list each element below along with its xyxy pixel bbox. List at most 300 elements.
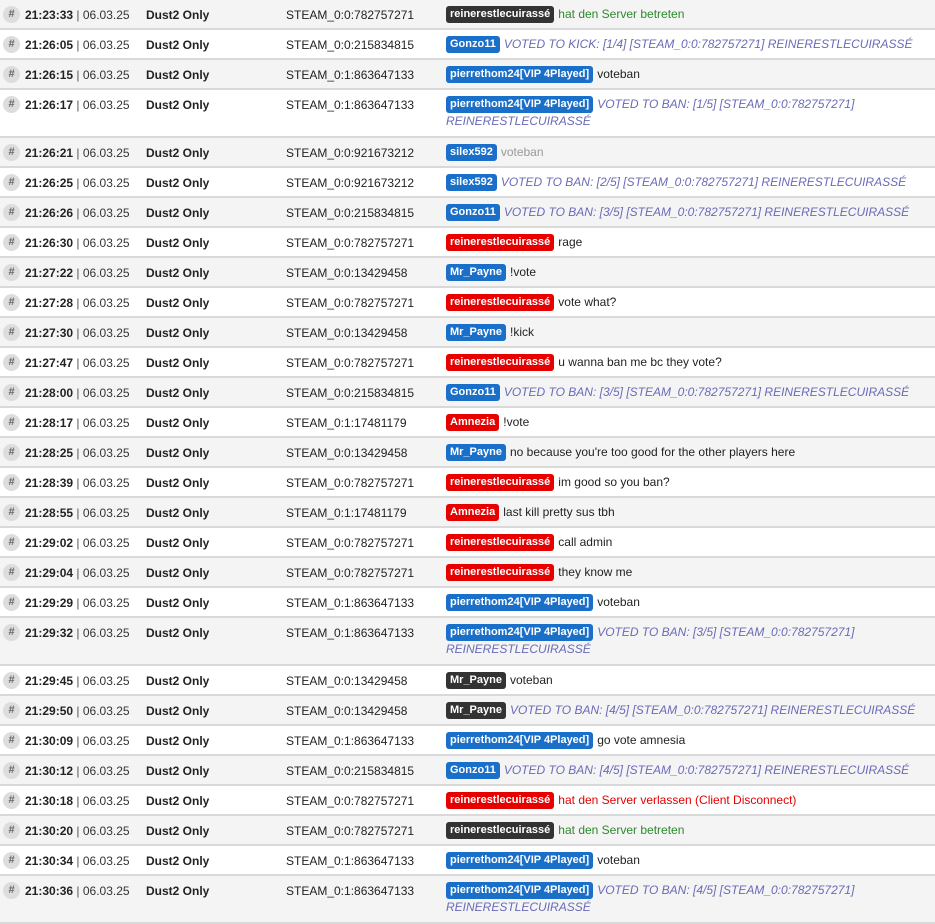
time: 21:30:18 xyxy=(25,794,74,808)
separator: | xyxy=(76,854,80,868)
chat-message xyxy=(446,294,926,311)
log-row xyxy=(0,198,935,228)
message-text: VOTED TO BAN: [4/5] [STEAM_0:0:782757271] REINERESTLECUIRASSÉ xyxy=(503,763,910,777)
separator: | xyxy=(76,68,80,82)
steam-id[interactable]: STEAM_0:1:17481179 xyxy=(286,416,407,430)
time: 21:26:21 xyxy=(25,146,74,160)
hash-icon[interactable]: # xyxy=(3,624,20,641)
player-badge[interactable]: reinerestlecuirassé xyxy=(446,354,554,371)
steam-id[interactable]: STEAM_0:0:13429458 xyxy=(286,674,408,688)
hash-icon[interactable]: # xyxy=(3,762,20,779)
steam-id[interactable]: STEAM_0:0:782757271 xyxy=(286,794,415,808)
hash-icon[interactable]: # xyxy=(3,792,20,809)
timestamp xyxy=(25,206,130,220)
timestamp xyxy=(25,734,130,748)
log-row xyxy=(0,90,935,138)
server-name: Dust2 Only xyxy=(146,386,210,400)
server-name: Dust2 Only xyxy=(146,794,210,808)
timestamp xyxy=(25,476,130,490)
hash-icon[interactable]: # xyxy=(3,564,20,581)
steam-id[interactable]: STEAM_0:0:782757271 xyxy=(286,566,415,580)
server-name: Dust2 Only xyxy=(146,68,210,82)
time: 21:28:17 xyxy=(25,416,74,430)
chat-message xyxy=(446,204,926,221)
separator: | xyxy=(76,734,80,748)
server-name: Dust2 Only xyxy=(146,296,210,310)
separator: | xyxy=(76,146,80,160)
player-badge[interactable]: Amnezia xyxy=(446,414,499,431)
message-text: !kick xyxy=(509,325,534,339)
log-row xyxy=(0,756,935,786)
player-badge[interactable]: pierrethom24[VIP 4Played] xyxy=(446,594,593,611)
date: 06.03.25 xyxy=(82,98,130,112)
hash-icon[interactable]: # xyxy=(3,144,20,161)
separator: | xyxy=(76,536,80,550)
log-row xyxy=(0,438,935,468)
time: 21:26:05 xyxy=(25,38,74,52)
timestamp xyxy=(25,68,130,82)
hash-icon[interactable]: # xyxy=(3,702,20,719)
server-name: Dust2 Only xyxy=(146,854,210,868)
log-row xyxy=(0,348,935,378)
chat-message xyxy=(446,672,926,689)
timestamp xyxy=(25,266,130,280)
timestamp xyxy=(25,98,130,112)
separator: | xyxy=(76,794,80,808)
hash-icon[interactable]: # xyxy=(3,6,20,23)
message-text: im good so you ban? xyxy=(558,475,670,489)
date: 06.03.25 xyxy=(82,626,130,640)
steam-id[interactable]: STEAM_0:0:13429458 xyxy=(286,326,408,340)
date: 06.03.25 xyxy=(82,476,130,490)
time: 21:29:04 xyxy=(25,566,74,580)
steam-id[interactable]: STEAM_0:0:782757271 xyxy=(286,296,415,310)
hash-icon[interactable]: # xyxy=(3,504,20,521)
time: 21:30:20 xyxy=(25,824,74,838)
log-row xyxy=(0,618,935,666)
steam-id[interactable]: STEAM_0:0:13429458 xyxy=(286,704,408,718)
chat-message xyxy=(446,144,926,161)
chat-message xyxy=(446,504,926,521)
player-badge[interactable]: pierrethom24[VIP 4Played] xyxy=(446,732,593,749)
timestamp xyxy=(25,536,130,550)
message-text: voteban xyxy=(500,145,544,159)
server-name: Dust2 Only xyxy=(146,146,210,160)
time: 21:30:09 xyxy=(25,734,74,748)
hash-icon[interactable]: # xyxy=(3,234,20,251)
date: 06.03.25 xyxy=(82,734,130,748)
player-badge[interactable]: reinerestlecuirassé xyxy=(446,6,554,23)
player-badge[interactable]: Mr_Payne xyxy=(446,672,506,689)
server-name: Dust2 Only xyxy=(146,704,210,718)
log-row xyxy=(0,498,935,528)
date: 06.03.25 xyxy=(82,236,130,250)
timestamp xyxy=(25,506,130,520)
chat-message xyxy=(446,702,926,719)
steam-id[interactable]: STEAM_0:1:863647133 xyxy=(286,626,415,640)
steam-id[interactable]: STEAM_0:0:921673212 xyxy=(286,176,415,190)
message-text: go vote amnesia xyxy=(597,733,686,747)
time: 21:29:32 xyxy=(25,626,74,640)
chat-message xyxy=(446,852,926,869)
separator: | xyxy=(76,626,80,640)
server-name: Dust2 Only xyxy=(146,176,210,190)
date: 06.03.25 xyxy=(82,536,130,550)
player-badge[interactable]: reinerestlecuirassé xyxy=(446,534,554,551)
message-text: last kill pretty sus tbh xyxy=(503,505,615,519)
hash-icon[interactable]: # xyxy=(3,36,20,53)
time: 21:23:33 xyxy=(25,8,74,22)
chat-message xyxy=(446,732,926,749)
hash-icon[interactable]: # xyxy=(3,732,20,749)
log-row xyxy=(0,168,935,198)
log-row xyxy=(0,0,935,30)
hash-icon[interactable]: # xyxy=(3,264,20,281)
time: 21:29:45 xyxy=(25,674,74,688)
server-name: Dust2 Only xyxy=(146,416,210,430)
time: 21:27:47 xyxy=(25,356,74,370)
player-badge[interactable]: Mr_Payne xyxy=(446,324,506,341)
hash-icon[interactable]: # xyxy=(3,354,20,371)
date: 06.03.25 xyxy=(82,674,130,688)
server-name: Dust2 Only xyxy=(146,536,210,550)
hash-icon[interactable]: # xyxy=(3,882,20,899)
steam-id[interactable]: STEAM_0:0:782757271 xyxy=(286,8,415,22)
message-text: VOTED TO BAN: [3/5] [STEAM_0:0:782757271] REINERESTLECUIRASSÉ xyxy=(503,205,910,219)
log-row xyxy=(0,588,935,618)
separator: | xyxy=(76,236,80,250)
date: 06.03.25 xyxy=(82,854,130,868)
date: 06.03.25 xyxy=(82,386,130,400)
chat-message xyxy=(446,384,926,401)
steam-id[interactable]: STEAM_0:0:215834815 xyxy=(286,386,415,400)
time: 21:27:28 xyxy=(25,296,74,310)
message-text: no because you're too good for the other players here xyxy=(509,445,796,459)
separator: | xyxy=(76,38,80,52)
server-name: Dust2 Only xyxy=(146,764,210,778)
date: 06.03.25 xyxy=(82,68,130,82)
date: 06.03.25 xyxy=(82,146,130,160)
timestamp xyxy=(25,8,130,22)
separator: | xyxy=(76,824,80,838)
player-badge[interactable]: Gonzo11 xyxy=(446,762,500,779)
separator: | xyxy=(76,8,80,22)
steam-id[interactable]: STEAM_0:1:17481179 xyxy=(286,506,407,520)
time: 21:29:50 xyxy=(25,704,74,718)
server-name: Dust2 Only xyxy=(146,566,210,580)
chat-message xyxy=(446,174,926,191)
log-row xyxy=(0,786,935,816)
timestamp xyxy=(25,884,130,898)
log-row xyxy=(0,696,935,726)
date: 06.03.25 xyxy=(82,206,130,220)
separator: | xyxy=(76,416,80,430)
server-name: Dust2 Only xyxy=(146,266,210,280)
player-badge[interactable]: pierrethom24[VIP 4Played] xyxy=(446,852,593,869)
date: 06.03.25 xyxy=(82,794,130,808)
date: 06.03.25 xyxy=(82,356,130,370)
player-badge[interactable]: Amnezia xyxy=(446,504,499,521)
chat-message xyxy=(446,474,926,491)
timestamp xyxy=(25,146,130,160)
timestamp xyxy=(25,596,130,610)
message-text: vote what? xyxy=(558,295,617,309)
steam-id[interactable]: STEAM_0:0:13429458 xyxy=(286,266,408,280)
player-badge[interactable]: reinerestlecuirassé xyxy=(446,792,554,809)
chat-message xyxy=(446,762,926,779)
message-text: hat den Server verlassen (Client Disconnect) xyxy=(558,793,797,807)
steam-id[interactable]: STEAM_0:0:782757271 xyxy=(286,824,415,838)
date: 06.03.25 xyxy=(82,566,130,580)
date: 06.03.25 xyxy=(82,8,130,22)
message-text: u wanna ban me bc they vote? xyxy=(558,355,722,369)
hash-icon[interactable]: # xyxy=(3,174,20,191)
chat-message xyxy=(446,264,926,281)
log-row xyxy=(0,468,935,498)
separator: | xyxy=(76,506,80,520)
player-badge[interactable]: pierrethom24[VIP 4Played] xyxy=(446,96,593,113)
server-name: Dust2 Only xyxy=(146,884,210,898)
timestamp xyxy=(25,326,130,340)
separator: | xyxy=(76,476,80,490)
separator: | xyxy=(76,764,80,778)
player-badge[interactable]: silex592 xyxy=(446,144,497,161)
hash-icon[interactable]: # xyxy=(3,822,20,839)
chat-message xyxy=(446,66,926,83)
chat-message xyxy=(446,96,926,130)
time: 21:26:17 xyxy=(25,98,74,112)
separator: | xyxy=(76,386,80,400)
date: 06.03.25 xyxy=(82,506,130,520)
message-text: !vote xyxy=(503,415,530,429)
player-badge[interactable]: reinerestlecuirassé xyxy=(446,474,554,491)
log-row xyxy=(0,30,935,60)
server-name: Dust2 Only xyxy=(146,506,210,520)
date: 06.03.25 xyxy=(82,176,130,190)
date: 06.03.25 xyxy=(82,326,130,340)
server-name: Dust2 Only xyxy=(146,626,210,640)
separator: | xyxy=(76,326,80,340)
hash-icon[interactable]: # xyxy=(3,204,20,221)
chat-message xyxy=(446,234,926,251)
steam-id[interactable]: STEAM_0:1:863647133 xyxy=(286,884,415,898)
date: 06.03.25 xyxy=(82,416,130,430)
time: 21:29:29 xyxy=(25,596,74,610)
steam-id[interactable]: STEAM_0:0:215834815 xyxy=(286,764,415,778)
server-name: Dust2 Only xyxy=(146,596,210,610)
player-badge[interactable]: Gonzo11 xyxy=(446,384,500,401)
player-badge[interactable]: Mr_Payne xyxy=(446,264,506,281)
separator: | xyxy=(76,176,80,190)
hash-icon[interactable]: # xyxy=(3,96,20,113)
hash-icon[interactable]: # xyxy=(3,852,20,869)
message-text: they know me xyxy=(558,565,633,579)
time: 21:30:34 xyxy=(25,854,74,868)
separator: | xyxy=(76,704,80,718)
player-badge[interactable]: pierrethom24[VIP 4Played] xyxy=(446,66,593,83)
separator: | xyxy=(76,356,80,370)
server-name: Dust2 Only xyxy=(146,8,210,22)
message-text: voteban xyxy=(597,595,640,609)
player-badge[interactable]: reinerestlecuirassé xyxy=(446,234,554,251)
player-badge[interactable]: Mr_Payne xyxy=(446,444,506,461)
separator: | xyxy=(76,206,80,220)
hash-icon[interactable]: # xyxy=(3,384,20,401)
player-badge[interactable]: silex592 xyxy=(446,174,497,191)
hash-icon[interactable]: # xyxy=(3,444,20,461)
log-row xyxy=(0,528,935,558)
steam-id[interactable]: STEAM_0:0:921673212 xyxy=(286,146,415,160)
server-name: Dust2 Only xyxy=(146,446,210,460)
message-text: VOTED TO BAN: [2/5] [STEAM_0:0:782757271] REINERESTLECUIRASSÉ xyxy=(500,175,907,189)
chat-message xyxy=(446,354,926,371)
message-text: VOTED TO BAN: [3/5] [STEAM_0:0:782757271] REINERESTLECUIRASSÉ xyxy=(446,625,855,656)
timestamp xyxy=(25,38,130,52)
date: 06.03.25 xyxy=(82,884,130,898)
time: 21:30:36 xyxy=(25,884,74,898)
separator: | xyxy=(76,566,80,580)
chat-message xyxy=(446,624,926,658)
time: 21:28:55 xyxy=(25,506,74,520)
time: 21:28:39 xyxy=(25,476,74,490)
log-row xyxy=(0,258,935,288)
message-text: !vote xyxy=(509,265,536,279)
message-text: hat den Server betreten xyxy=(558,7,685,21)
date: 06.03.25 xyxy=(82,704,130,718)
separator: | xyxy=(76,884,80,898)
message-text: call admin xyxy=(558,535,613,549)
steam-id[interactable]: STEAM_0:0:215834815 xyxy=(286,38,415,52)
message-text: voteban xyxy=(597,67,640,81)
chat-message xyxy=(446,414,926,431)
server-name: Dust2 Only xyxy=(146,98,210,112)
chat-message xyxy=(446,324,926,341)
log-row xyxy=(0,378,935,408)
timestamp xyxy=(25,296,130,310)
timestamp xyxy=(25,566,130,580)
hash-icon[interactable]: # xyxy=(3,66,20,83)
date: 06.03.25 xyxy=(82,824,130,838)
server-name: Dust2 Only xyxy=(146,476,210,490)
steam-id[interactable]: STEAM_0:0:215834815 xyxy=(286,206,415,220)
time: 21:28:00 xyxy=(25,386,74,400)
chat-message xyxy=(446,534,926,551)
steam-id[interactable]: STEAM_0:0:782757271 xyxy=(286,356,415,370)
timestamp xyxy=(25,416,130,430)
steam-id[interactable]: STEAM_0:0:13429458 xyxy=(286,446,408,460)
server-name: Dust2 Only xyxy=(146,236,210,250)
server-name: Dust2 Only xyxy=(146,734,210,748)
separator: | xyxy=(76,674,80,688)
player-badge[interactable]: pierrethom24[VIP 4Played] xyxy=(446,882,593,899)
chat-message xyxy=(446,564,926,581)
log-row xyxy=(0,666,935,696)
message-text: VOTED TO BAN: [4/5] [STEAM_0:0:782757271] REINERESTLECUIRASSÉ xyxy=(446,883,855,914)
time: 21:30:12 xyxy=(25,764,74,778)
date: 06.03.25 xyxy=(82,266,130,280)
log-row xyxy=(0,138,935,168)
steam-id[interactable]: STEAM_0:1:863647133 xyxy=(286,68,415,82)
log-row xyxy=(0,846,935,876)
chat-message xyxy=(446,882,926,916)
chat-message xyxy=(446,822,926,839)
chat-message xyxy=(446,6,926,23)
hash-icon[interactable]: # xyxy=(3,534,20,551)
message-text: VOTED TO BAN: [4/5] [STEAM_0:0:782757271] REINERESTLECUIRASSÉ xyxy=(509,703,916,717)
separator: | xyxy=(76,596,80,610)
message-text: voteban xyxy=(509,673,553,687)
log-row xyxy=(0,558,935,588)
server-name: Dust2 Only xyxy=(146,206,210,220)
player-badge[interactable]: Gonzo11 xyxy=(446,36,500,53)
timestamp xyxy=(25,824,130,838)
time: 21:27:22 xyxy=(25,266,74,280)
steam-id[interactable]: STEAM_0:1:863647133 xyxy=(286,734,415,748)
player-badge[interactable]: reinerestlecuirassé xyxy=(446,564,554,581)
log-row xyxy=(0,288,935,318)
player-badge[interactable]: Mr_Payne xyxy=(446,702,506,719)
time: 21:26:26 xyxy=(25,206,74,220)
hash-icon[interactable]: # xyxy=(3,414,20,431)
player-badge[interactable]: Gonzo11 xyxy=(446,204,500,221)
timestamp xyxy=(25,626,130,640)
hash-icon[interactable]: # xyxy=(3,324,20,341)
time: 21:26:30 xyxy=(25,236,74,250)
log-row xyxy=(0,60,935,90)
date: 06.03.25 xyxy=(82,764,130,778)
steam-id[interactable]: STEAM_0:0:782757271 xyxy=(286,536,415,550)
steam-id[interactable]: STEAM_0:0:782757271 xyxy=(286,476,415,490)
time: 21:26:25 xyxy=(25,176,74,190)
separator: | xyxy=(76,98,80,112)
separator: | xyxy=(76,446,80,460)
player-badge[interactable]: reinerestlecuirassé xyxy=(446,822,554,839)
server-name: Dust2 Only xyxy=(146,326,210,340)
message-text: voteban xyxy=(597,853,640,867)
timestamp xyxy=(25,794,130,808)
message-text: rage xyxy=(558,235,583,249)
log-row xyxy=(0,408,935,438)
player-badge[interactable]: pierrethom24[VIP 4Played] xyxy=(446,624,593,641)
timestamp xyxy=(25,704,130,718)
date: 06.03.25 xyxy=(82,596,130,610)
message-text: VOTED TO KICK: [1/4] [STEAM_0:0:782757271] REINERESTLECUIRASSÉ xyxy=(503,37,913,51)
server-name: Dust2 Only xyxy=(146,824,210,838)
time: 21:27:30 xyxy=(25,326,74,340)
hash-icon[interactable]: # xyxy=(3,594,20,611)
server-name: Dust2 Only xyxy=(146,356,210,370)
timestamp xyxy=(25,176,130,190)
separator: | xyxy=(76,296,80,310)
player-badge[interactable]: reinerestlecuirassé xyxy=(446,294,554,311)
server-name: Dust2 Only xyxy=(146,38,210,52)
chat-message xyxy=(446,792,926,809)
log-row xyxy=(0,726,935,756)
timestamp xyxy=(25,674,130,688)
steam-id[interactable]: STEAM_0:1:863647133 xyxy=(286,98,415,112)
chat-message xyxy=(446,444,926,461)
hash-icon[interactable]: # xyxy=(3,672,20,689)
hash-icon[interactable]: # xyxy=(3,474,20,491)
hash-icon[interactable]: # xyxy=(3,294,20,311)
steam-id[interactable]: STEAM_0:0:782757271 xyxy=(286,236,415,250)
steam-id[interactable]: STEAM_0:1:863647133 xyxy=(286,596,415,610)
chat-message xyxy=(446,594,926,611)
steam-id[interactable]: STEAM_0:1:863647133 xyxy=(286,854,415,868)
date: 06.03.25 xyxy=(82,446,130,460)
date: 06.03.25 xyxy=(82,296,130,310)
server-name: Dust2 Only xyxy=(146,674,210,688)
